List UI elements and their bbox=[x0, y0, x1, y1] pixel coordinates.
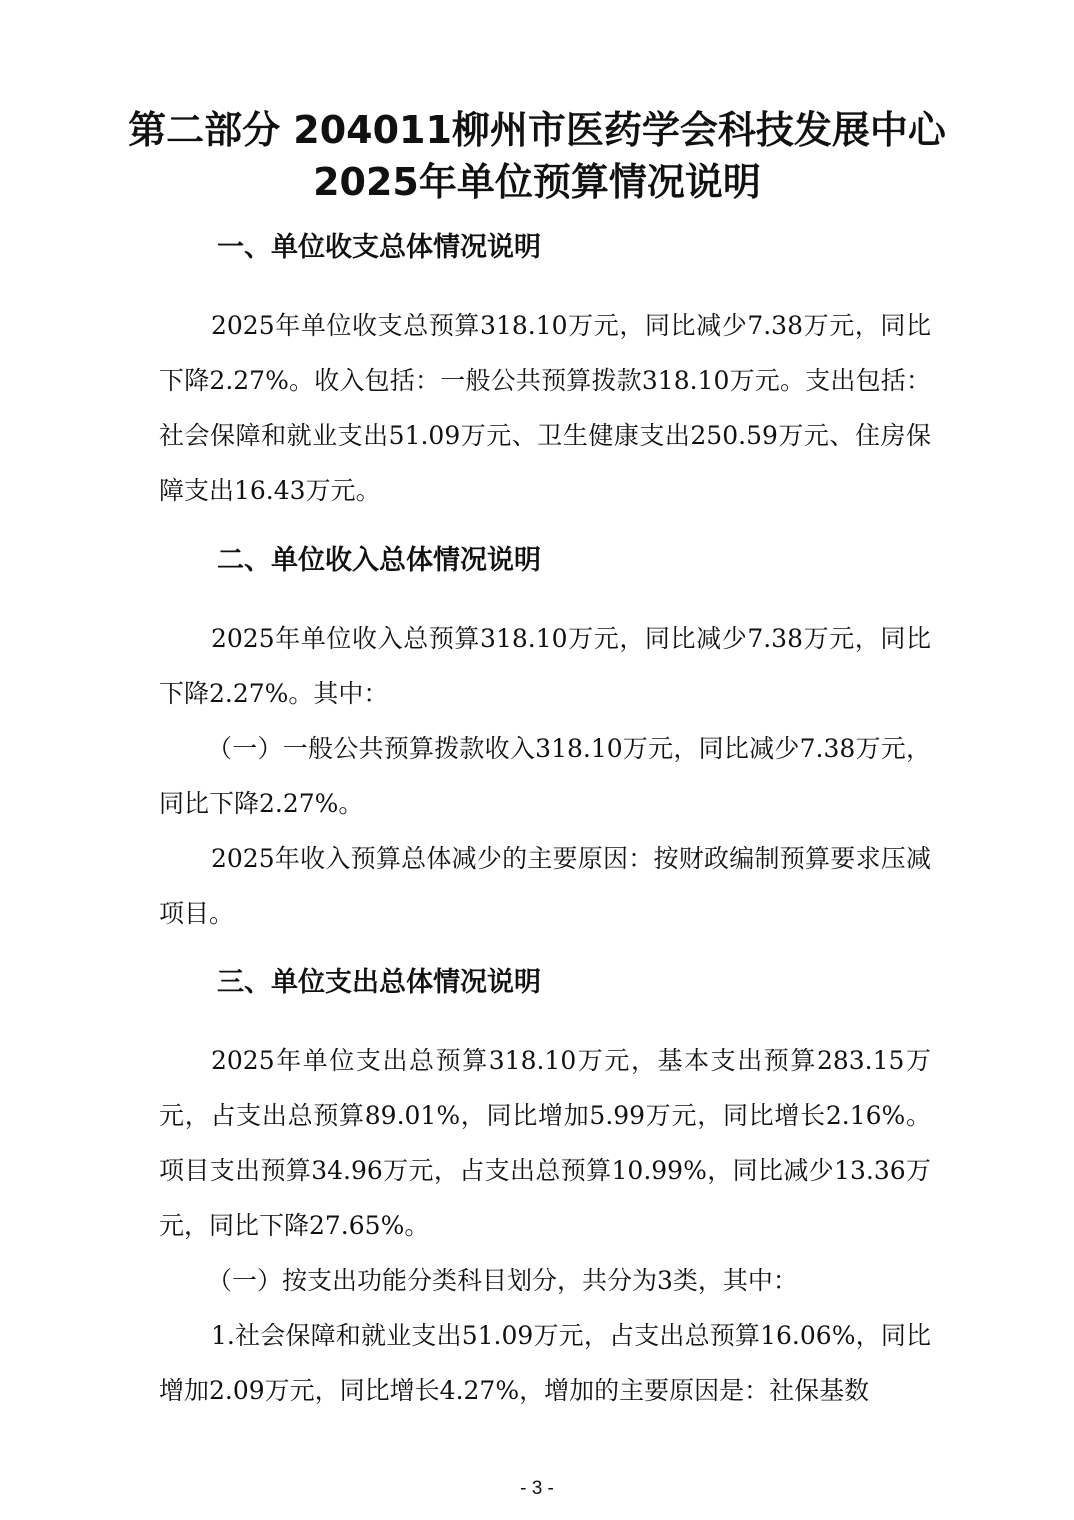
paragraph: 2025年收入预算总体减少的主要原因：按财政编制预算要求压减项目。 bbox=[159, 844, 931, 928]
paragraph: （一）一般公共预算拨款收入318.10万元，同比减少7.38万元，同比下降2.27%。 bbox=[159, 734, 931, 818]
paragraph: （一）按支出功能分类科目划分，共分为3类，其中： bbox=[207, 1266, 798, 1295]
page-title: 第二部分 204011柳州市医药学会科技发展中心2025年单位预算情况说明 bbox=[128, 108, 946, 204]
paragraph: 2025年单位收支总预算318.10万元，同比减少7.38万元，同比下降2.27%。收入包括：一般公共预算拨款318.10万元。支出包括：社会保障和就业支出51.09万元、卫生健康支出250.59万元、住房保障支出16.43万元。 bbox=[159, 311, 931, 505]
paragraph: 2025年单位支出总预算318.10万元，基本支出预算283.15万元，占支出总预算89.01%，同比增加5.99万元，同比增长2.16%。项目支出预算34.96万元，占支出总预算10.99%，同比减少13.36万元，同比下降27.65%。 bbox=[159, 1046, 931, 1240]
section-heading-3: 三、单位支出总体情况说明 bbox=[217, 967, 541, 998]
section-heading-2: 二、单位收入总体情况说明 bbox=[217, 545, 541, 576]
paragraph: 1.社会保障和就业支出51.09万元，占支出总预算16.06%，同比增加2.09万元，同比增长4.27%，增加的主要原因是：社保基数 bbox=[159, 1321, 931, 1405]
page-number: - 3 - bbox=[520, 1478, 554, 1499]
paragraph: 2025年单位收入总预算318.10万元，同比减少7.38万元，同比下降2.27%。其中： bbox=[159, 624, 931, 708]
section-heading-1: 一、单位收支总体情况说明 bbox=[217, 232, 541, 263]
